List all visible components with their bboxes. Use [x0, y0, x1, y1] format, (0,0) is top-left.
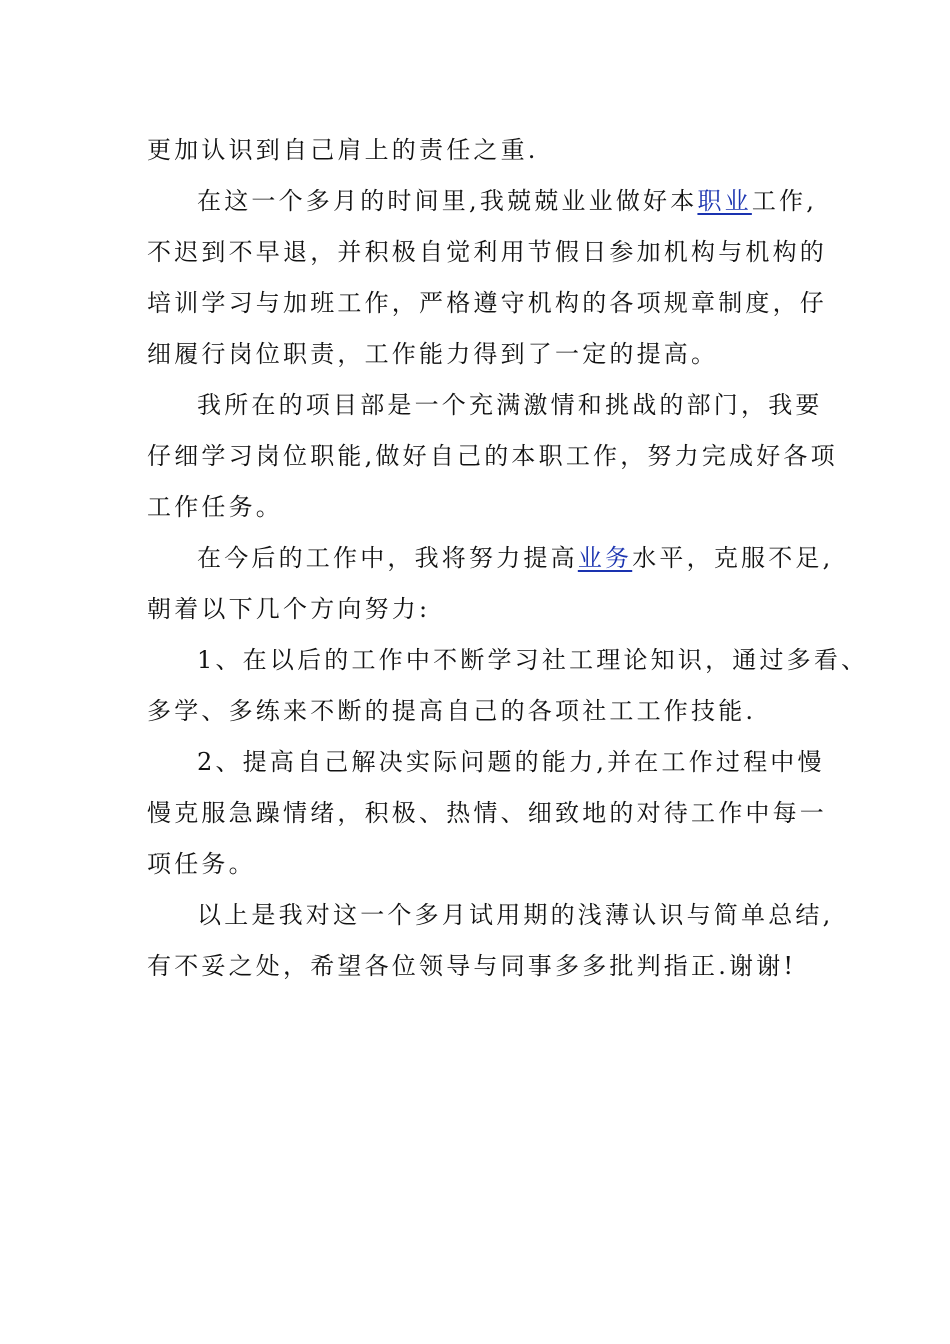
text-line: 细履行岗位职责，工作能力得到了一定的提高。	[147, 340, 719, 368]
text-line: 有不妥之处，希望各位领导与同事多多批判指正.谢谢!	[147, 952, 797, 980]
text-line: 仔细学习岗位职能,做好自己的本职工作，努力完成好各项	[147, 442, 838, 470]
text-line: 我所在的项目部是一个充满激情和挑战的部门，我要	[197, 391, 823, 419]
text-line: 以上是我对这一个多月试用期的浅薄认识与简单总结,	[197, 901, 834, 929]
text-line: 不迟到不早退，并积极自觉利用节假日参加机构与机构的	[147, 238, 827, 266]
text-line: 工作任务。	[147, 493, 283, 521]
text-line: 多学、多练来不断的提高自己的各项社工工作技能.	[147, 697, 757, 725]
text-line: 慢克服急躁情绪，积极、热情、细致地的对待工作中每一	[147, 799, 827, 827]
text-line: 培训学习与加班工作，严格遵守机构的各项规章制度，仔	[147, 289, 827, 317]
list-item-1: 1、在以后的工作中不断学习社工理论知识，通过多看、	[197, 646, 869, 674]
text-fragment: 水平，克服不足,	[632, 544, 834, 572]
list-item-2: 2、提高自己解决实际问题的能力,并在工作过程中慢	[197, 748, 825, 776]
text-line: 朝着以下几个方向努力:	[147, 595, 431, 623]
text-line: 更加认识到自己肩上的责任之重.	[147, 136, 539, 164]
text-line: 项任务。	[147, 850, 256, 878]
text-line-with-link	[197, 543, 833, 573]
text-line-with-link	[197, 186, 817, 216]
text-fragment: 在这一个多月的时间里,我兢兢业业做好本	[197, 187, 698, 215]
text-fragment: 在今后的工作中，我将努力提高	[197, 544, 578, 572]
text-fragment: 工作,	[751, 187, 818, 215]
link-zhiye[interactable]: 职业	[697, 187, 752, 215]
link-yewu[interactable]: 业务	[577, 544, 633, 572]
